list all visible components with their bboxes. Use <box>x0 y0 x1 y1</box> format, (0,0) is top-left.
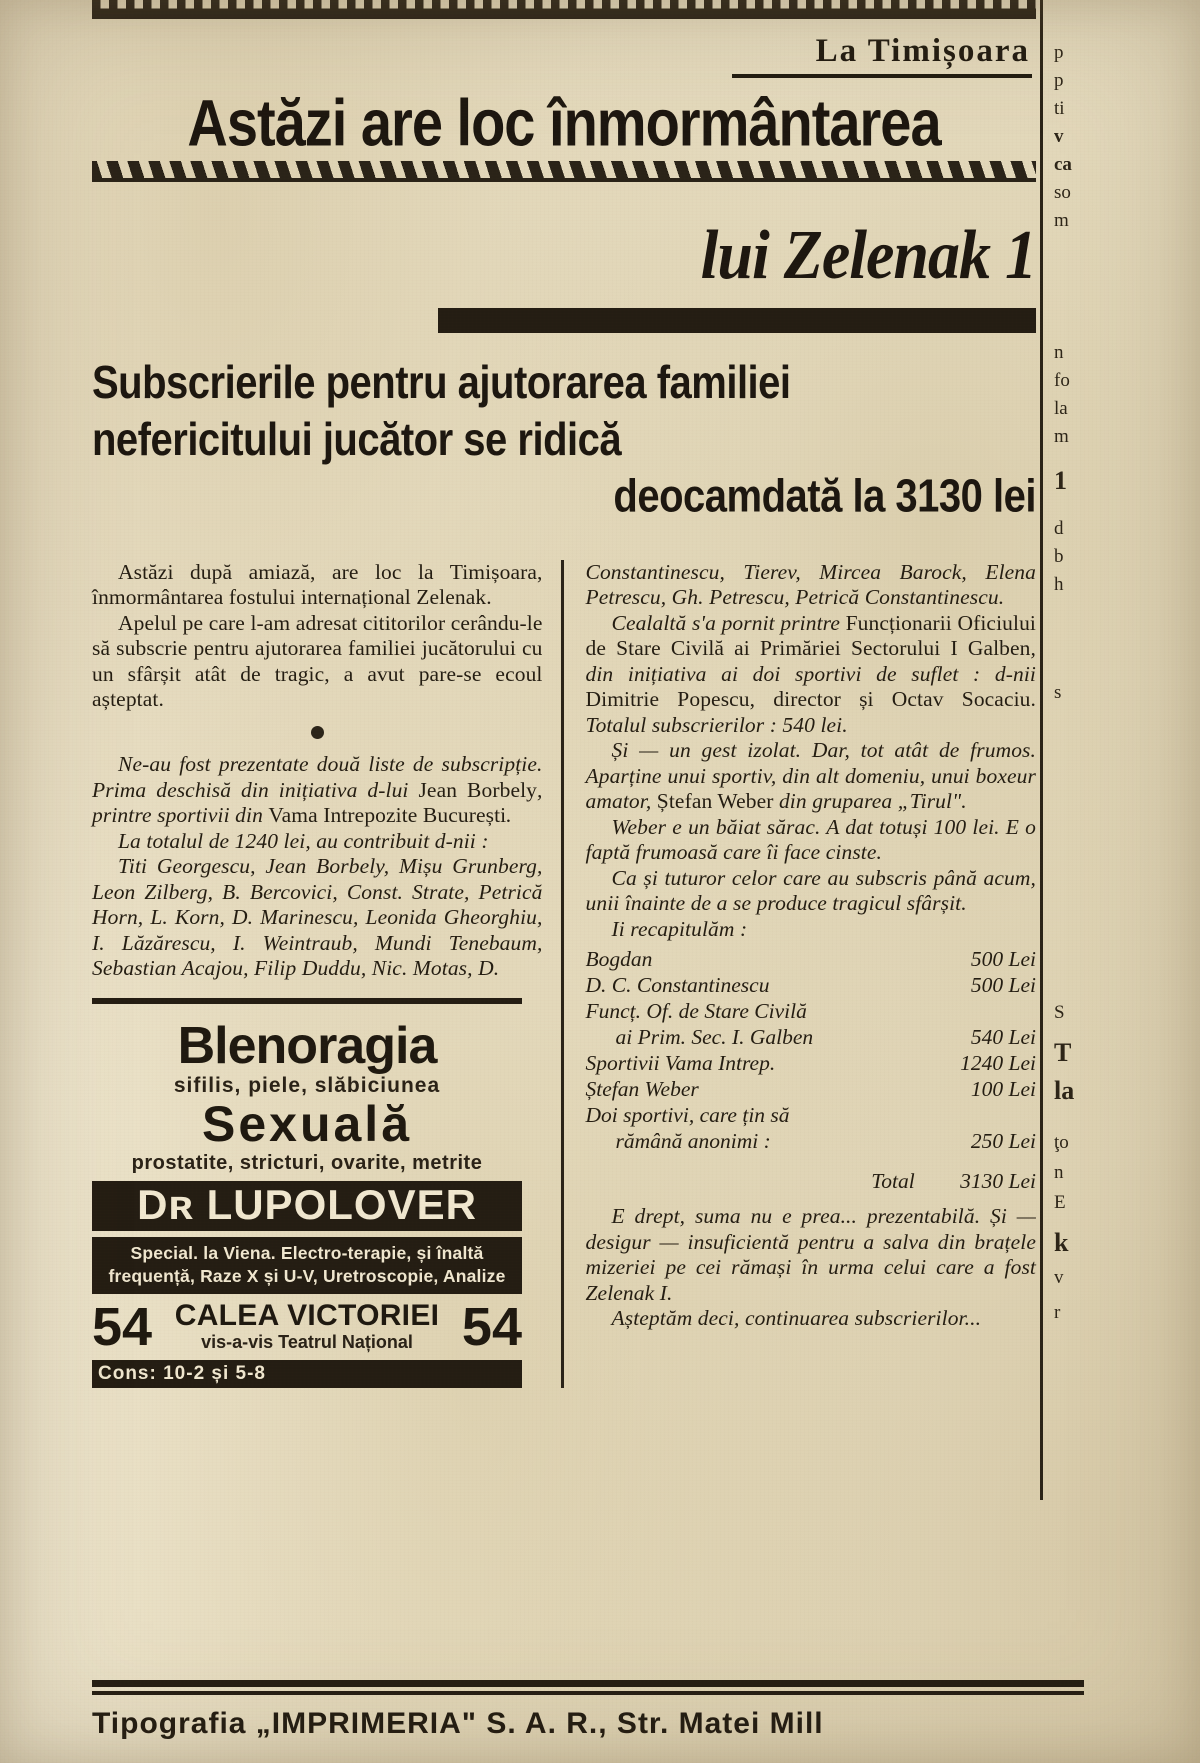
paragraph-italic: Ca și tuturor celor care au subscris până acum, unii înainte de a se produce tragicul sfârșit. <box>585 865 1036 915</box>
edge-text-fragment: T <box>1054 1038 1072 1067</box>
ad-doctor-name: Dʀ LUPOLOVER <box>92 1181 522 1231</box>
text-run: d-nii <box>994 661 1036 686</box>
footer-rule-thick <box>92 1680 1084 1687</box>
edge-text-fragment: ti <box>1054 98 1065 119</box>
recap-row-label: Sportivii Vama Intrep. <box>585 1051 776 1075</box>
paragraph-italic <box>92 752 543 829</box>
recap-row-amount: 1240 Lei <box>960 1051 1036 1075</box>
edge-text-fragment: la <box>1054 398 1068 419</box>
ad-street-number-left: 54 <box>92 1296 153 1357</box>
recap-row-label: Funcț. Of. de Stare Civilă <box>585 999 807 1023</box>
subheadline-line-2: nefericitului jucător se ridică <box>92 414 622 466</box>
edge-text-fragment: 1 <box>1054 466 1067 495</box>
recap-row <box>586 1076 1037 1102</box>
subheadline-line-1: Subscrierile pentru ajutorarea familiei <box>92 357 791 409</box>
recap-total-row <box>586 1154 1037 1194</box>
edge-text-fragment: fo <box>1054 370 1070 391</box>
edge-text-fragment: b <box>1054 546 1064 567</box>
headline-underbar <box>438 308 1036 333</box>
recap-total-amount: 3130 Lei <box>960 1169 1036 1193</box>
kicker-la-timisoara: La Timișoara <box>815 33 1030 69</box>
edge-text-fragment: m <box>1054 210 1069 231</box>
recap-row <box>586 1050 1037 1076</box>
right-column-text-end <box>586 1204 1037 1332</box>
edge-text-fragment: S <box>1054 1002 1065 1023</box>
text-run: Ne-au fost prezentate două liste de subscripție. Prima deschisă din inițiativa d-lui <box>92 752 543 802</box>
recap-row-amount: 250 Lei <box>970 1129 1036 1153</box>
headline-primary: Astăzi are loc înmormântarea <box>187 85 941 160</box>
ad-specialization <box>92 1237 522 1294</box>
edge-text-fragment: ţo <box>1054 1132 1069 1153</box>
edge-text-fragment: v <box>1054 1267 1064 1288</box>
ad-subtitle-conditions-2: prostatite, stricturi, ovarite, metrite <box>131 1152 483 1174</box>
text-run: , din inițiativa ai doi sportivi de suflet : <box>585 636 1036 686</box>
edge-text-fragment: la <box>1054 1076 1075 1105</box>
ad-street-number-right: 54 <box>461 1296 522 1357</box>
decorative-slash-rule <box>92 161 1036 182</box>
ad-street <box>152 1300 462 1353</box>
text-run: din gruparea „Tirul". <box>773 789 967 813</box>
text-run: Funcționarii Oficiului de Stare Civilă ai Primăriei Sectorului I Galben <box>585 610 1036 660</box>
subheadline <box>92 355 1036 525</box>
article-container <box>92 0 1036 1763</box>
recap-table-body <box>586 946 1037 1194</box>
recap-row-amount <box>915 1102 1036 1128</box>
recap-row-label: rămână anonimi : <box>615 1129 771 1153</box>
edge-text-fragment: s <box>1054 682 1062 703</box>
edge-text-fragment: k <box>1054 1228 1069 1257</box>
footer-imprint: Tipografia „IMPRIMERIA" S. A. R., Str. Matei Mill <box>92 1707 824 1740</box>
paragraph: Apelul pe care l-am adresat cititorilor cerându-le să subscrie pentru ajutorarea familiei jucătorului cu un sfârșit atât de tragic, a avut pare-se ecoul așteptat. <box>92 610 543 711</box>
recap-row-label: D. C. Constantinescu <box>585 973 770 997</box>
recap-row-amount: 540 Lei <box>970 1025 1036 1049</box>
ad-street-name: CALEA VICTORIEI <box>174 1299 440 1333</box>
advertisement-lupolover[interactable] <box>92 998 522 1388</box>
text-run: Dimitrie Popescu, direc <box>585 687 817 711</box>
ad-office-hours: Cons: 10-2 și 5-8 <box>92 1360 522 1388</box>
recap-row <box>586 998 1037 1024</box>
recap-row <box>586 1024 1037 1050</box>
paragraph-italic <box>586 738 1037 815</box>
right-column-text <box>586 560 1037 943</box>
recap-row-label: ai Prim. Sec. I. Galben <box>615 1025 814 1049</box>
recap-row-label: Ștefan Weber <box>585 1077 699 1101</box>
recap-row-label: Bogdan <box>585 947 653 971</box>
edge-text-fragment: n <box>1054 1162 1064 1183</box>
recap-row <box>586 946 1037 972</box>
paragraph-italic: Ii recapitulăm : <box>611 916 748 941</box>
text-run: tor și Octav Socaciu. <box>816 687 1036 711</box>
text-run: Totalul subscrierilor : 540 lei. <box>585 712 848 737</box>
paragraph-italic: Titi Georgescu, Jean Borbely, Mișu Grunberg, Leon Zilberg, B. Bercovici, Const. Strate, Petrică Horn, L. Korn, D. Marinescu, Leonida Gheorghiu, I. Lăzărescu, I. Weintraub, Mundi Tenebaum, Sebastian Acajou, Filip Duddu, Nic. Motas, D. <box>92 854 543 980</box>
paragraph-italic: Weber e un băiat sărac. A dat totuși 100 lei. E o faptă frumoasă care îi face cinste. <box>585 814 1036 864</box>
adjacent-column-sliver <box>1040 0 1200 1763</box>
edge-text-fragment: p <box>1054 70 1064 91</box>
paragraph-italic <box>586 611 1037 739</box>
text-run: Ștefan Weber <box>656 789 774 813</box>
edge-text-fragment: ca <box>1054 154 1072 175</box>
ad-title-sexuala: Sexuală <box>201 1095 412 1152</box>
dot-separator <box>92 720 543 746</box>
footer-rule-thin <box>92 1691 1084 1695</box>
ad-subtitle-conditions-1: sifilis, piele, slăbiciunea <box>173 1073 441 1097</box>
recap-row-amount <box>915 998 1036 1024</box>
paragraph-italic: Constantinescu, Tierev, Mircea Barock, Elena Petrescu, Gh. Petrescu, Petrică Constantinescu. <box>585 559 1036 609</box>
recap-row <box>586 972 1037 998</box>
subheadline-line-3: deocamdată la 3130 lei <box>613 470 1036 522</box>
kicker-underline <box>732 74 1032 78</box>
left-column <box>92 560 561 1388</box>
edge-text-fragment: m <box>1054 426 1069 447</box>
edge-text-fragment: h <box>1054 574 1064 595</box>
decorative-checker-rule-top <box>92 0 1036 19</box>
text-run: Vama Intrepozite București <box>268 803 507 827</box>
paragraph-italic: E drept, suma nu e prea... prezentabilă. Și — desigur — insuficientă pentru a salva din brațele mizeriei pe cei rămași în urma celui care a fost Zelenak I. <box>585 1204 1036 1305</box>
recap-row-amount: 500 Lei <box>970 947 1036 971</box>
edge-text-fragment: d <box>1054 518 1064 539</box>
body-columns <box>92 560 1036 1388</box>
text-run: Și — un gest izolat. Dar, tot atât de frumos. Aparține unui sportiv, din alt domeniu, unui boxeur amator, <box>585 738 1036 813</box>
recap-row-amount: 100 Lei <box>970 1077 1036 1101</box>
edge-text-fragment: r <box>1054 1302 1061 1323</box>
edge-text-fragment: p <box>1054 42 1064 63</box>
text-run: , printre sportivii din <box>92 777 543 827</box>
recap-row-label: Doi sportivi, care țin să <box>585 1103 790 1127</box>
paragraph: Astăzi după amiază, are loc la Timișoara, înmormântarea fostului internațional Zelenak. <box>92 559 543 609</box>
edge-text-fragment: v <box>1054 126 1064 147</box>
ad-address-row <box>92 1296 522 1357</box>
edge-text-fragment: so <box>1054 182 1071 203</box>
recap-total-label: Total <box>871 1169 915 1193</box>
ad-street-landmark: vis-a-vis Teatrul Național <box>201 1331 413 1352</box>
recap-row <box>586 1102 1037 1128</box>
recap-row <box>586 1128 1037 1154</box>
recap-row-amount: 500 Lei <box>970 973 1036 997</box>
subscription-recap-table <box>586 946 1037 1194</box>
ad-spec-line-2: frequență, Raze X și U-V, Uretroscopie, Analize <box>108 1265 506 1286</box>
page-footer <box>92 1680 1152 1741</box>
text-run: Jean Borbely <box>418 777 538 802</box>
left-column-text <box>92 560 543 982</box>
ad-title-blenoragia: Blenoragia <box>177 1016 437 1075</box>
column-divider-rule <box>1040 0 1043 1500</box>
edge-text-fragment: E <box>1054 1192 1066 1213</box>
paragraph-italic: La totalul de 1240 lei, au contribuit d-nii : <box>118 828 489 853</box>
right-column <box>561 560 1037 1388</box>
ad-spec-line-1: Special. la Viena. Electro-terapie, și înaltă <box>130 1243 484 1264</box>
headline-secondary: lui Zelenak 1 <box>700 215 1036 294</box>
paragraph-italic: Așteptăm deci, continuarea subscrierilor... <box>611 1306 982 1330</box>
text-run: Cealaltă s'a pornit printre <box>611 610 846 635</box>
edge-text-fragment: n <box>1054 342 1064 363</box>
text-run: . <box>506 803 512 827</box>
